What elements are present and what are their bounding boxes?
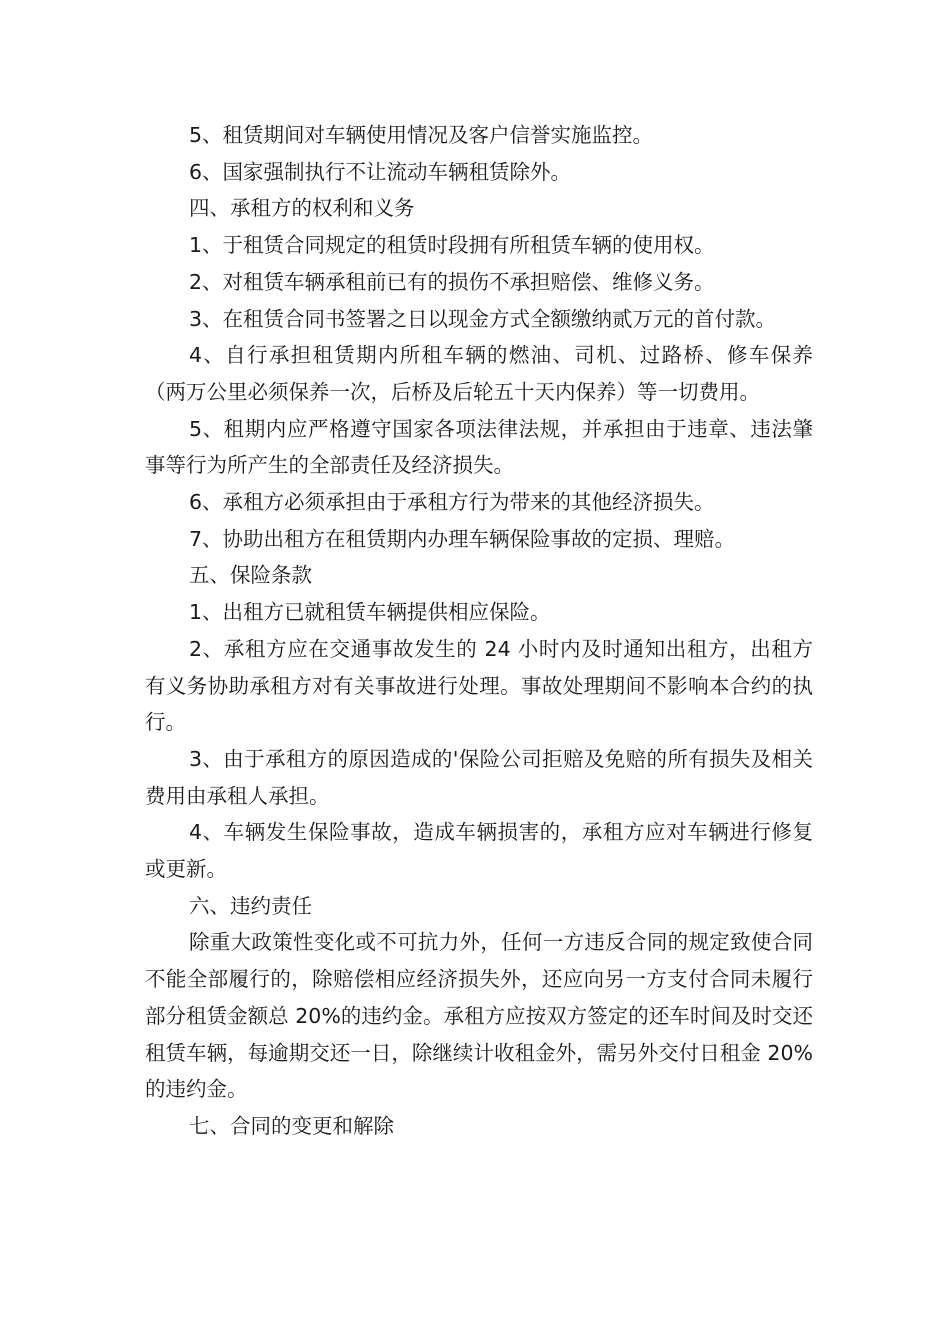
clause-5-item-2: 2、承租方应在交通事故发生的 24 小时内及时通知出租方，出租方有义务协助承租方对有关事故进行处理。事故处理期间不影响本合约的执行。 <box>145 636 813 735</box>
clause-4-item-4: 4、自行承担租赁期内所租车辆的燃油、司机、过路桥、修车保养（两万公里必须保养一次，后桥及后轮五十天内保养）等一切费用。 <box>145 343 813 404</box>
clause-4-item-3: 3、在租赁合同书签署之日以现金方式全额缴纳贰万元的首付款。 <box>189 306 777 331</box>
clause-5-item-1: 1、出租方已就租赁车辆提供相应保险。 <box>189 600 551 625</box>
clause-4-item-6: 6、承租方必须承担由于承租方行为带来的其他经济损失。 <box>189 490 715 515</box>
document-body <box>145 117 813 1145</box>
section-heading-7: 七、合同的变更和解除 <box>189 1113 394 1138</box>
clause-5-item-3: 3、由于承租方的原因造成的'保险公司拒赔及免赔的所有损失及相关费用由承租人承担。 <box>145 746 813 808</box>
section-heading-6: 六、违约责任 <box>189 893 312 918</box>
clause-5-item-4: 4、车辆发生保险事故，造成车辆损害的，承租方应对车辆进行修复或更新。 <box>145 820 813 882</box>
section-heading-4: 四、承租方的权利和义务 <box>189 196 415 221</box>
clause-3-item-6: 6、国家强制执行不让流动车辆租赁除外。 <box>189 159 572 184</box>
clause-4-item-7: 7、协助出租方在租赁期内办理车辆保险事故的定损、理赔。 <box>189 526 736 551</box>
clause-4-item-2: 2、对租赁车辆承租前已有的损伤不承担赔偿、维修义务。 <box>189 269 715 294</box>
clause-3-item-5: 5、租赁期间对车辆使用情况及客户信誉实施监控。 <box>189 123 654 147</box>
clause-4-item-1: 1、于租赁合同规定的租赁时段拥有所租赁车辆的使用权。 <box>189 233 715 258</box>
clause-4-item-5: 5、租期内应严格遵守国家各项法律法规，并承担由于违章、违法肇事等行为所产生的全部责任及经济损失。 <box>145 416 813 478</box>
clause-6-body: 除重大政策性变化或不可抗力外，任何一方违反合同的规定致使合同不能全部履行的，除赔偿相应经济损失外，还应向另一方支付合同未履行部分租赁金额总 20%的违约金。承租方应按双方签定的还车时间及时交还租赁车辆，每逾期交还一日，除继续计收租金外，需另外交付日租金 20%的违约金。 <box>145 930 813 1102</box>
section-heading-5: 五、保险条款 <box>189 563 312 588</box>
